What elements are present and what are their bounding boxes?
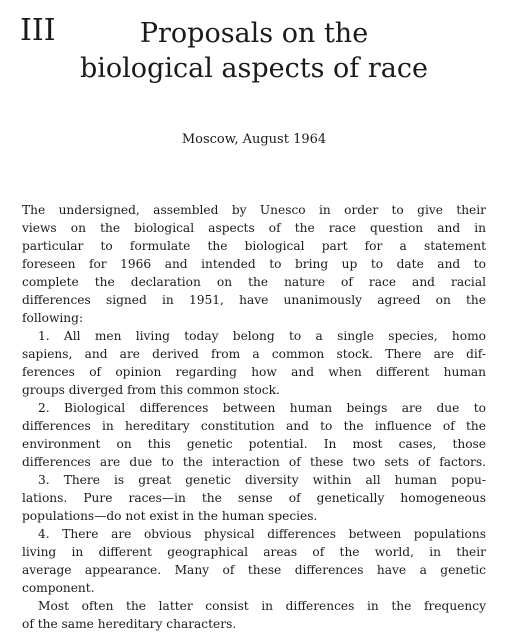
- text-line: complete the declaration on the nature of race and racial: [22, 275, 486, 289]
- text-line: groups diverged from this common stock.: [22, 383, 280, 397]
- text-line: 3. There is great genetic diversity within all human popu-: [38, 473, 486, 487]
- text-line: The undersigned, assembled by Unesco in order to give their: [22, 203, 486, 217]
- text-line: of the same hereditary characters.: [22, 617, 237, 631]
- text-line: component.: [22, 581, 95, 595]
- text-line: differences signed in 1951, have unanimously agreed on the: [22, 293, 486, 307]
- title-line: biological aspects of race: [80, 53, 428, 84]
- text-line: Most often the latter consist in differences in the frequency: [38, 599, 486, 613]
- body-text: [22, 201, 486, 633]
- text-line: environment on this genetic potential. In most cases, those: [22, 437, 486, 451]
- text-line: living in different geographical areas of the world, in their: [22, 545, 486, 559]
- text-line: 2. Biological differences between human beings are due to: [38, 401, 486, 415]
- text-line: 4. There are obvious physical differences between populations: [38, 527, 486, 541]
- text-line: views on the biological aspects of the race question and in: [22, 221, 486, 235]
- text-line: sapiens, and are derived from a common stock. There are dif-: [22, 347, 486, 361]
- dateline: Moscow, August 1964: [181, 132, 327, 147]
- title-line: Proposals on the: [139, 18, 369, 49]
- text-line: ferences of opinion regarding how and when different human: [22, 365, 486, 379]
- chapter-number: III: [20, 13, 56, 48]
- text-line: particular to formulate the biological part for a statement: [22, 239, 486, 253]
- text-line: differences in hereditary constitution and to the influence of the: [22, 419, 486, 433]
- text-line: average appearance. Many of these differences have a genetic: [22, 563, 486, 577]
- chapter-title: [74, 16, 434, 86]
- text-line: populations—do not exist in the human species.: [22, 509, 318, 523]
- text-line: following:: [22, 311, 84, 325]
- text-line: lations. Pure races—in the sense of genetically homogeneous: [22, 491, 486, 505]
- text-line: differences are due to the interaction of these two sets of factors.: [22, 455, 486, 469]
- text-line: 1. All men living today belong to a single species, homo: [38, 329, 486, 343]
- text-line: foreseen for 1966 and intended to bring up to date and to: [22, 257, 486, 271]
